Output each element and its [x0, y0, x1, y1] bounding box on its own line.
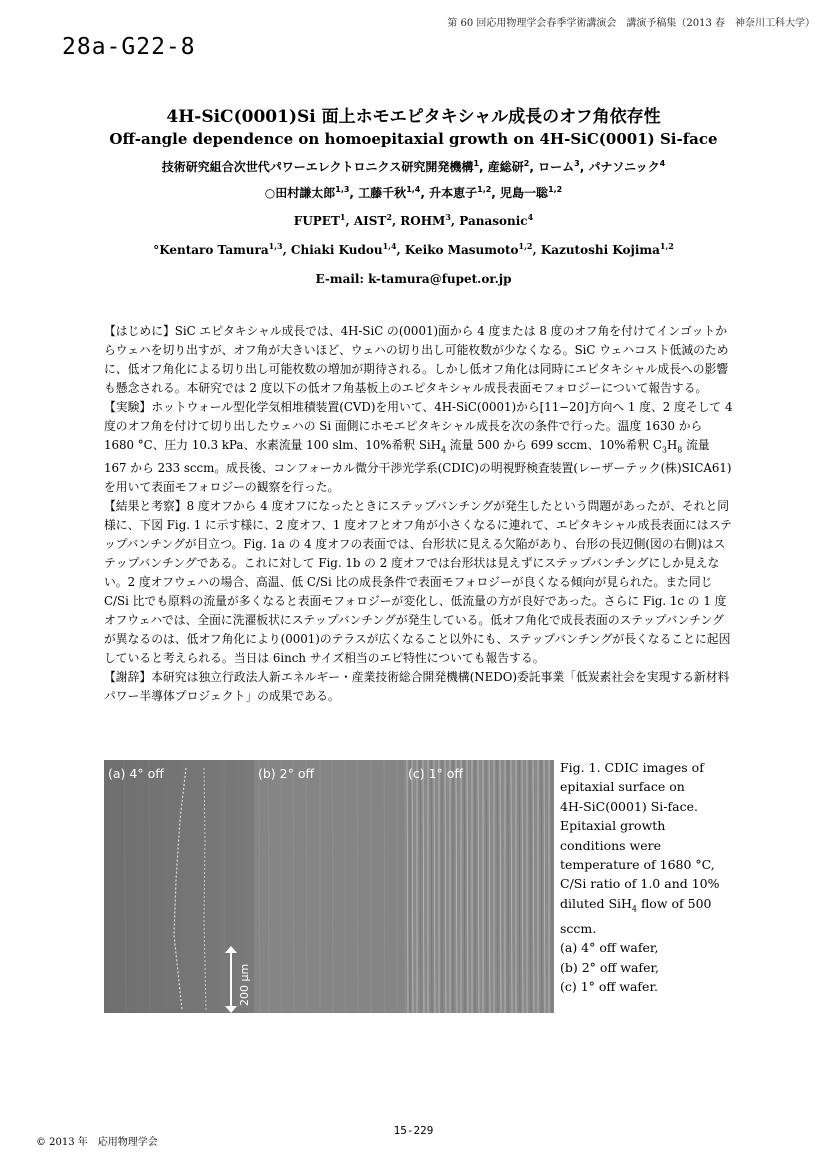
author: Kazutoshi Kojima	[540, 243, 660, 257]
panel-c-image	[404, 760, 554, 1013]
email-address: E-mail: k-tamura@fupet.or.jp	[315, 272, 512, 286]
paragraph-results: 【結果と考察】8 度オフから 4 度オフになったときにステップバンチングが発生したという問題があったが、それと同様に、下図 Fig. 1 に示す様に、2 度オフ、1 度オフとオフ角が小さくなるに連れて、エピタキシャル成長表面にはステップバンチングが目立つ。Fig. 1a の 4 度オフの表面では、台形状に見える欠陥があり、台形の長辺側(図の右側)はステップバンチングである。これに対して Fig. 1b の 2 度オフでは台形状は見えずにステップバンチングにしか見えない。2 度オフウェハの場合、高温、低 C/Si 比の成長条件で表面モフォロジーが良くなる傾向が見られた。また同じ C/Si 比でも原料の流量が多くなると表面モフォロジーが変化し、低流量の方が良好であった。さらに Fig. 1c の 1 度オフウェハでは、全面に洗濯板状にステップバンチングが発生している。低オフ角化で成長表面のステップバンチングが異なるのは、低オフ角化により(0001)のテラスが広くなること以外にも、ステップバンチングが長くなることに起因していると考えられる。当日は 6inch サイズ相当のエピ特性についても報告する。	[104, 499, 732, 666]
caption-line: sccm.	[560, 920, 597, 936]
title-japanese: 4H-SiC(0001)Si 面上ホモエピタキシャル成長のオフ角依存性	[166, 107, 661, 127]
affiliation: パナソニック	[588, 160, 660, 174]
affiliation: 産総研	[487, 160, 524, 174]
author: °Kentaro Tamura	[153, 243, 269, 257]
title-english: Off-angle dependence on homoepitaxial growth on 4H-SiC(0001) Si-face	[109, 130, 718, 148]
author: Keiko Masumoto	[404, 243, 519, 257]
figure-cdic-images	[104, 760, 554, 1013]
affiliation: Panasonic	[459, 214, 528, 228]
affiliation: ROHM	[400, 214, 446, 228]
caption-line: (c) 1° off wafer.	[560, 978, 659, 994]
caption-line: Fig. 1. CDIC images of	[560, 760, 704, 775]
author: ○田村謙太郎	[264, 186, 336, 200]
affiliations-english: FUPET$^1$, AIST$^2$, ROHM$^3$, Panasonic$^4$	[293, 212, 534, 228]
author: 児島一聡	[500, 186, 549, 200]
caption-line: Epitaxial growth	[560, 818, 666, 834]
author: Chiaki Kudou	[290, 243, 383, 257]
caption-line: temperature of 1680 °C,	[560, 857, 715, 873]
affiliation: ローム	[538, 160, 575, 174]
caption-line: C/Si ratio of 1.0 and 10%	[560, 876, 720, 892]
affiliations-japanese: 技術研究組合次世代パワーエレクトロニクス研究開発機構$^1$, 産総研$^2$, ローム$^3$, パナソニック$^4$	[161, 159, 666, 174]
paragraph-introduction: 【はじめに】SiC エピタキシャル成長では、4H-SiC の(0001)面から 4 度または 8 度のオフ角を付けてインゴットからウェハを切り出すが、オフ角が大きいほど、ウェハの切り出し可能枚数が少なくなる。SiC ウェハコスト低減のために、低オフ角化による切り出し可能枚数の増加が期待される。しかし低オフ角化は同時にエピタキシャル成長への影響も懸念される。本研究では 2 度以下の低オフ角基板上のエピタキシャル成長表面モフォロジーについて報告する。	[104, 324, 729, 395]
paragraph-experiment: 【実験】ホットウォール型化学気相堆積装置(CVD)を用いて、4H-SiC(0001)から[11−20]方向へ 1 度、2 度そして 4 度のオフ角を付けて切り出したウェハの Si 面側にホモエピタキシャル成長を次の条件で行った。温度 1630 から 1680 °C、圧力 10.3 kPa、水素流量 100 slm、10%希釈 SiH$_4$ 流量 500 から 699 sccm、10%希釈 $C_3H_8$ 流量 167 から 233 sccm。成長後、コンフォーカル微分干渉光学系(CDIC)の明視野検査装置(レーザーテック(株)SICA61)を用いて表面モフォロジーの観察を行った。	[104, 400, 733, 495]
copyright: © 2013 年 応用物理学会	[36, 1137, 158, 1148]
panel-c-label: (c) 1° off	[408, 766, 464, 781]
caption-line: epitaxial surface on	[560, 779, 685, 795]
panel-b-label: (b) 2° off	[258, 766, 315, 781]
affiliation: AIST	[353, 214, 387, 228]
page-number: 15-229	[393, 1124, 434, 1137]
author: 工藤千秋	[358, 186, 407, 200]
caption-line: conditions were	[560, 837, 662, 853]
caption-line: (a) 4° off wafer,	[560, 940, 659, 956]
author: 升本恵子	[429, 186, 478, 200]
scale-arrow-top-icon	[225, 946, 237, 953]
paragraph-acknowledgment: 【謝辞】本研究は独立行政法人新エネルギー・産業技術総合開発機構(NEDO)委託事業「低炭素社会を実現する新材料パワー半導体プロジェクト」の成果である。	[104, 670, 730, 704]
affiliation: 技術研究組合次世代パワーエレクトロニクス研究開発機構	[161, 160, 474, 174]
caption-line: (b) 2° off wafer,	[560, 959, 660, 975]
affiliation: FUPET	[293, 214, 340, 228]
panel-b-image	[254, 760, 404, 1013]
conference-header: 第 60 回応用物理学会春季学術講演会 講演予稿集（2013 春 神奈川工科大学）	[447, 18, 815, 29]
figure-caption	[560, 758, 720, 996]
caption-line: 4H-SiC(0001) Si-face.	[560, 798, 698, 814]
body-text	[104, 322, 734, 706]
scale-arrow-bottom-icon	[225, 1006, 237, 1013]
authors-japanese: ○田村謙太郎$^{1,3}$, 工藤千秋$^{1,4}$, 升本恵子$^{1,2}$, 児島一聡$^{1,2}$	[264, 185, 563, 200]
scale-bar	[230, 950, 232, 1008]
scale-label: 200 μm	[238, 963, 251, 1006]
caption-line: diluted SiH$_4$ flow of 500	[560, 895, 712, 914]
paper-code: 28a-G22-8	[62, 34, 196, 60]
panel-a-label: (a) 4° off	[108, 766, 164, 781]
authors-english: °Kentaro Tamura$^{1,3}$, Chiaki Kudou$^{1,4}$, Keiko Masumoto$^{1,2}$, Kazutoshi Kojima$^{1,2}$	[153, 241, 674, 257]
